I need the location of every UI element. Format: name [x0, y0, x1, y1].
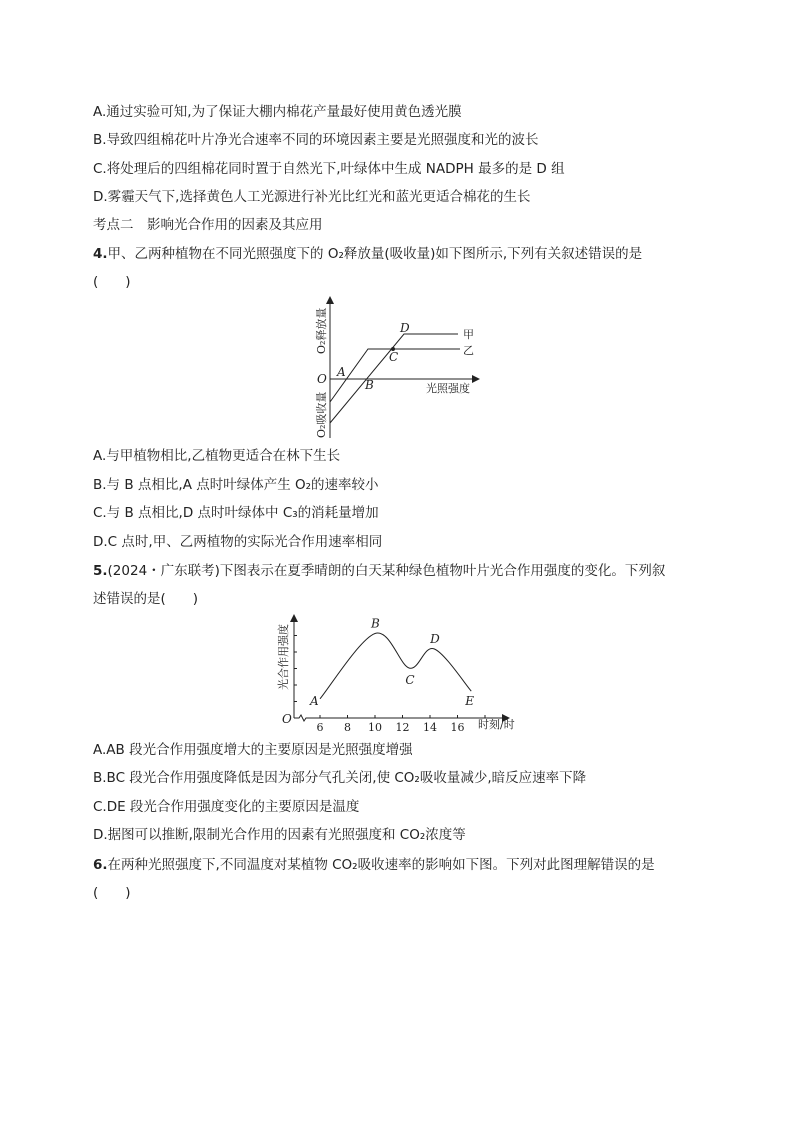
q5-point-label-b: B	[371, 616, 380, 631]
q3-option-d: D.雾霾天气下,选择黄色人工光源进行补光比红光和蓝光更适合棉花的生长	[93, 189, 531, 205]
q4-point-d: D	[400, 321, 410, 335]
q5-option-b: B.BC 段光合作用强度降低是因为部分气孔关闭,使 CO₂吸收量减少,暗反应速率下降	[93, 770, 587, 786]
q5-x-tick-label: 10	[368, 721, 382, 734]
q5-point-label-a: A	[310, 693, 319, 708]
q5-stem-text: (2024・广东联考)下图表示在夏季晴朗的白天某种绿色植物叶片光合作用强度的变化。下列叙	[107, 563, 666, 579]
q5-x-tick-label: 8	[344, 721, 351, 734]
q4-origin: O	[317, 372, 327, 386]
q3-option-a: A.通过实验可知,为了保证大棚内棉花产量最好使用黄色透光膜	[93, 104, 462, 120]
q5-x-tick-label: 14	[423, 721, 437, 734]
q4-series-jia: 甲	[463, 328, 474, 341]
q4-x-label: 光照强度	[426, 382, 470, 395]
q4-x-arrow	[472, 375, 480, 383]
q6-stem-text: 在两种光照强度下,不同温度对某植物 CO₂吸收速率的影响如下图。下列对此图理解错误的是	[107, 857, 655, 873]
q5-option-c: C.DE 段光合作用强度变化的主要原因是温度	[93, 799, 360, 815]
q5-stem-line1	[93, 562, 665, 580]
q4-number: 4.	[93, 246, 108, 262]
section-title: 考点二 影响光合作用的因素及其应用	[93, 217, 323, 233]
q4-y-upper-label: O₂释放量	[315, 307, 328, 354]
q4-point-c: C	[389, 350, 399, 364]
q5-option-d: D.据图可以推断,限制光合作用的因素有光照强度和 CO₂浓度等	[93, 827, 466, 843]
q4-y-arrow	[326, 296, 334, 304]
q5-chart	[268, 612, 528, 734]
q4-stem	[93, 245, 642, 263]
q4-stem-text: 甲、乙两种植物在不同光照强度下的 O₂释放量(吸收量)如下图所示,下列有关叙述错误的是	[107, 246, 643, 262]
q5-point-label-d: D	[430, 631, 440, 646]
q3-option-c: C.将处理后的四组棉花同时置于自然光下,叶绿体中生成 NADPH 最多的是 D 组	[93, 161, 565, 177]
q4-point-a: A	[337, 365, 346, 379]
q5-curve	[320, 633, 471, 699]
q6-number: 6.	[93, 857, 108, 873]
q5-x-tick-label: 6	[316, 721, 324, 734]
q4-blank: ( )	[93, 274, 131, 290]
q4-option-b: B.与 B 点相比,A 点时叶绿体产生 O₂的速率较小	[93, 477, 379, 493]
q5-point-labels	[309, 617, 474, 709]
q5-y-arrow	[290, 614, 298, 622]
q6-blank: ( )	[93, 885, 131, 901]
q6-stem	[93, 856, 655, 874]
q5-option-a: A.AB 段光合作用强度增大的主要原因是光照强度增强	[93, 742, 413, 758]
q3-option-b: B.导致四组棉花叶片净光合速率不同的环境因素主要是光照强度和光的波长	[93, 132, 539, 148]
q4-series-yi: 乙	[463, 344, 474, 357]
q5-x-tick-label: 16	[450, 721, 465, 734]
q5-number: 5.	[93, 563, 108, 579]
q5-y-label: 光合作用强度	[277, 624, 290, 690]
q4-option-d: D.C 点时,甲、乙两植物的实际光合作用速率相同	[93, 534, 383, 550]
q4-figure	[300, 296, 490, 441]
q4-option-c: C.与 B 点相比,D 点时叶绿体中 C₃的消耗量增加	[93, 505, 379, 521]
q5-x-label: 时刻/时	[478, 718, 515, 731]
q5-x-tick-label: 12	[395, 721, 410, 734]
q5-point-label-c: C	[405, 673, 415, 688]
q5-point-label-e: E	[465, 694, 475, 709]
q5-origin: O	[282, 712, 292, 726]
q5-stem-line2: 述错误的是( )	[93, 591, 199, 607]
q4-option-a: A.与甲植物相比,乙植物更适合在林下生长	[93, 448, 341, 464]
q4-point-b: B	[365, 378, 374, 392]
q4-y-lower-label: O₂吸收量	[315, 391, 328, 438]
